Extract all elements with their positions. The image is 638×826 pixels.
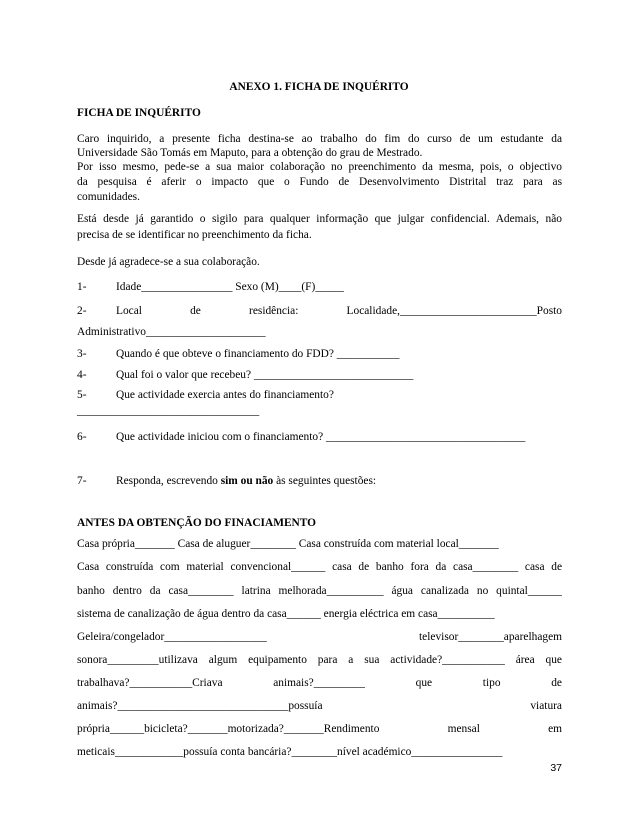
question-text: Qual foi o valor que recebeu? ____________________________ — [116, 369, 414, 381]
intro-line: Por isso mesmo, pede-se a sua maior colaboração no preenchimento da mesma, pois, o objectivo — [77, 161, 562, 173]
section-line: sistema de canalização de água dentro da casa______ energia eléctrica em casa__________ — [77, 608, 495, 620]
confidential-line: Está desde já garantido o sigilo para qualquer informação que julgar confidencial. Ademais, não — [77, 213, 562, 225]
section-line: sonora_________utilizava algum equipamento para a sua actividade?___________ área que — [77, 654, 562, 666]
section-line: Geleira/congelador__________________ televisor________aparelhagem — [77, 631, 562, 643]
section-line: meticais____________possuía conta bancária?________nível académico________________ — [77, 746, 503, 758]
question-number: 6- — [77, 431, 87, 443]
question-text: Local de residência: Localidade,________________________Posto — [116, 305, 562, 317]
question-number: 5- — [77, 389, 87, 401]
q7-text-bold: sim ou não — [220, 475, 274, 487]
question-number: 1- — [77, 281, 87, 293]
section-line: animais?______________________________possuía viatura — [77, 700, 562, 712]
form-heading: FICHA DE INQUÉRITO — [77, 107, 201, 119]
section-title: ANTES DA OBTENÇÃO DO FINACIAMENTO — [77, 517, 317, 529]
section-line: banho dentro da casa________ latrina melhorada__________ água canalizada no quintal______ — [77, 585, 562, 597]
question-number: 2- — [77, 305, 87, 317]
q7-text-before: Responda, escrevendo — [116, 475, 221, 487]
q7-text-after: às seguintes questões: — [273, 475, 377, 487]
question-text — [116, 474, 376, 488]
intro-line: da pesquisa é aferir o impacto que o Fundo de Desenvolvimento Distrital traz para as — [77, 176, 562, 188]
thanks-text: Desde já agradece-se a sua colaboração. — [77, 256, 260, 268]
page-number: 37 — [550, 762, 562, 774]
question-number: 3- — [77, 348, 87, 360]
intro-line: Universidade São Tomás em Maputo, para a obtenção do grau de Mestrado. — [77, 147, 423, 159]
question-number: 7- — [77, 475, 87, 487]
question-text: Que actividade exercia antes do financiamento? — [116, 389, 334, 401]
question-text: Quando é que obteve o financiamento do FDD? ___________ — [116, 348, 400, 360]
question-text: Administrativo_____________________ — [77, 326, 266, 338]
section-line: trabalhava?___________Criava animais?_________ que tipo de — [77, 677, 562, 689]
document-title: ANEXO 1. FICHA DE INQUÉRITO — [229, 81, 409, 93]
confidential-line: precisa de se identificar no preenchimento da ficha. — [77, 229, 312, 241]
section-line: Casa construída com material convencional______ casa de banho fora da casa________ casa de — [77, 561, 562, 573]
intro-line: comunidades. — [77, 191, 140, 203]
question-number: 4- — [77, 369, 87, 381]
question-text: ________________________________ — [77, 405, 260, 417]
section-line: própria______bicicleta?_______motorizada?_______Rendimento mensal em — [77, 723, 562, 735]
intro-line: Caro inquirido, a presente ficha destina-se ao trabalho do fim do curso de um estudante da — [77, 133, 562, 145]
question-text: Que actividade iniciou com o financiamento? ___________________________________ — [116, 431, 526, 443]
question-text: Idade________________ Sexo (M)____(F)_____ — [116, 281, 344, 293]
section-line: Casa própria_______ Casa de aluguer________ Casa construída com material local_______ — [77, 538, 499, 550]
